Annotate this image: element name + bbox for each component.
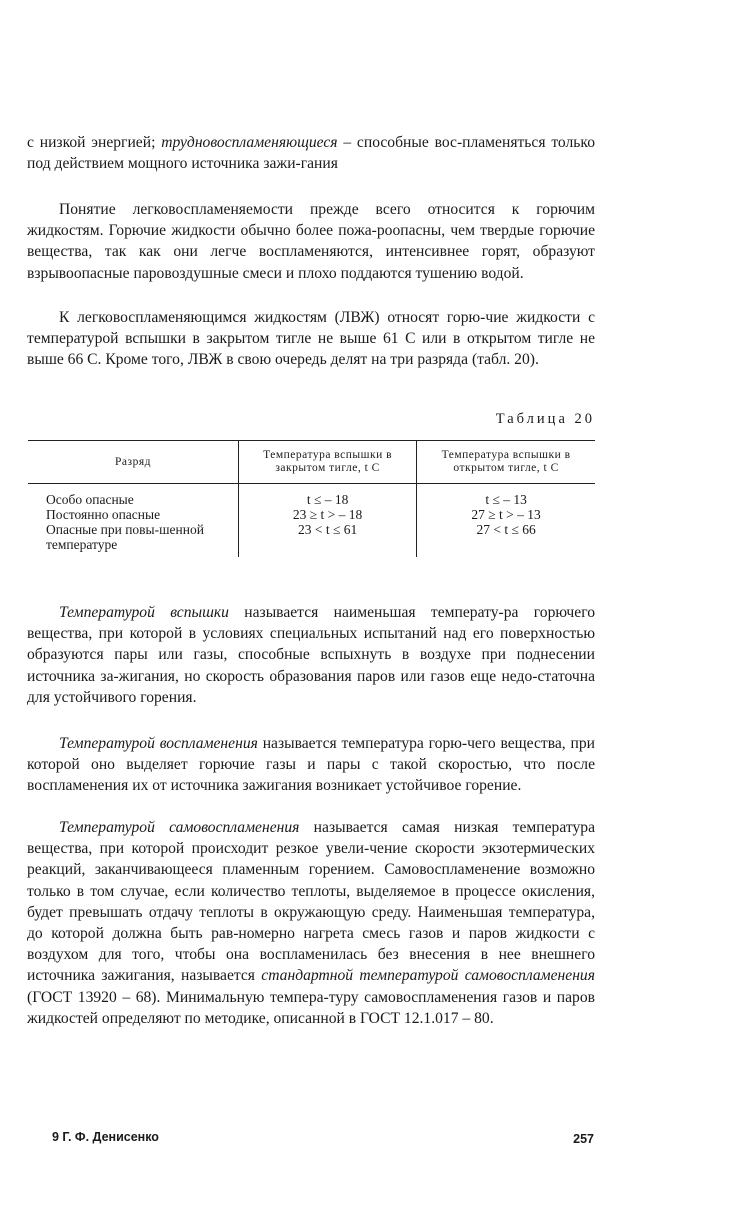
table-row — [28, 484, 595, 558]
table-open-value-3: 27 < t ≤ 66 — [476, 522, 536, 537]
table-header-closed-cup: Температура вспышки в закрытом тигле, t С — [239, 441, 417, 484]
table-open-cup-cell — [417, 484, 595, 558]
paragraph-4 — [27, 602, 595, 708]
paragraph-5-term: Температурой воспламенения — [59, 735, 258, 752]
table-category-2: Постоянно опасные — [46, 507, 161, 522]
paragraph-6-text-b: (ГОСТ 13920 – 68). Минимальную темпера-туру самовоспламенения газов и паров жидкостей определяют по методике, описанной в ГОСТ 12.1.017 – 80. — [27, 988, 595, 1027]
table-category-3: Опасные при повы-шенной температуре — [46, 522, 204, 552]
paragraph-2 — [27, 199, 595, 284]
table-category-cell — [28, 484, 239, 558]
table-caption: Таблица 20 — [495, 411, 595, 427]
table-closed-value-1: t ≤ – 18 — [306, 492, 349, 507]
paragraph-1 — [27, 132, 595, 174]
table-closed-value-2: 23 ≥ t > – 18 — [292, 507, 363, 522]
table-header-category: Разряд — [28, 441, 239, 484]
paragraph-1-text-a: с низкой энергией; — [27, 134, 162, 151]
table-open-value-1: t ≤ – 13 — [485, 492, 527, 507]
paragraph-4-term: Температурой вспышки — [59, 604, 229, 621]
page-number: 257 — [573, 1132, 594, 1146]
paragraph-2-text: Понятие легковоспламеняемости прежде всего относится к горючим жидкостям. Горючие жидкости обычно более пожа-роопасны, чем твердые горючие вещества, так как они легче воспламеняются, интенсивнее горят, образуют взрывоопасные паровоздушные смеси и плохо поддаются тушению водой. — [27, 201, 595, 282]
paragraph-6-term-2: стандартной температурой самовоспламенения — [261, 967, 595, 985]
paragraph-4-text: называется наименьшая температу-ра горючего вещества, при которой в условиях специальных испытаний над его поверхностью образуются пары или газы, способные вспыхнуть в воздухе при поднесении источника за-жигания, но скорость образования паров или газов еще недо-статочна для устойчивого горения. — [27, 604, 595, 706]
table-closed-value-3: 23 < t ≤ 61 — [297, 522, 358, 537]
table-header-row — [28, 441, 595, 484]
flash-point-table — [28, 440, 595, 557]
paragraph-6 — [27, 817, 595, 1029]
signature-mark: 9 Г. Ф. Денисенко — [52, 1130, 159, 1144]
paragraph-3-text: К легковоспламеняющимся жидкостям (ЛВЖ) относят горю-чие жидкости с температурой вспышки в закрытом тигле не выше 61 С или в открытом тигле не выше 66 С. Кроме того, ЛВЖ в свою очередь делят на три разряда (табл. 20). — [27, 309, 595, 369]
paragraph-1-term: трудновоспламеняющиеся — [161, 134, 338, 151]
table-category-1: Особо опасные — [46, 492, 134, 507]
paragraph-6-term: Температурой самовоспламенения — [59, 819, 300, 836]
paragraph-5-text: называется температура горю-чего вещества, при которой оно выделяет горючие газы и пары с такой скоростью, что после воспламенения их от источника зажигания возникает устойчивое горение. — [27, 735, 595, 795]
paragraph-1-text-b: – способные вос-пламеняться только под действием мощного источника зажи-гания — [27, 134, 595, 173]
paragraph-6-text-a: называется самая низкая температура вещества, при которой происходит резкое увели-чение скорости экзотермических реакций, заканчивающееся пламенным горением. Самовоспламенение возможно только в том случае, если количество теплоты, выделяемое в процессе окисления, будет превышать отдачу теплоты в окружающую среду. Наименьшая температура, до которой должна быть рав-номерно нагрета смесь газов и паров жидкости с воздухом для того, чтобы она воспламенилась без внесения в нее внешнего источника зажигания, называется — [27, 819, 595, 985]
table-header-open-cup: Температура вспышки в открытом тигле, t С — [417, 441, 595, 484]
paragraph-3 — [27, 307, 595, 371]
table-open-value-2: 27 ≥ t > – 13 — [471, 507, 541, 522]
table-closed-cup-cell — [239, 484, 417, 558]
paragraph-5 — [27, 733, 595, 797]
